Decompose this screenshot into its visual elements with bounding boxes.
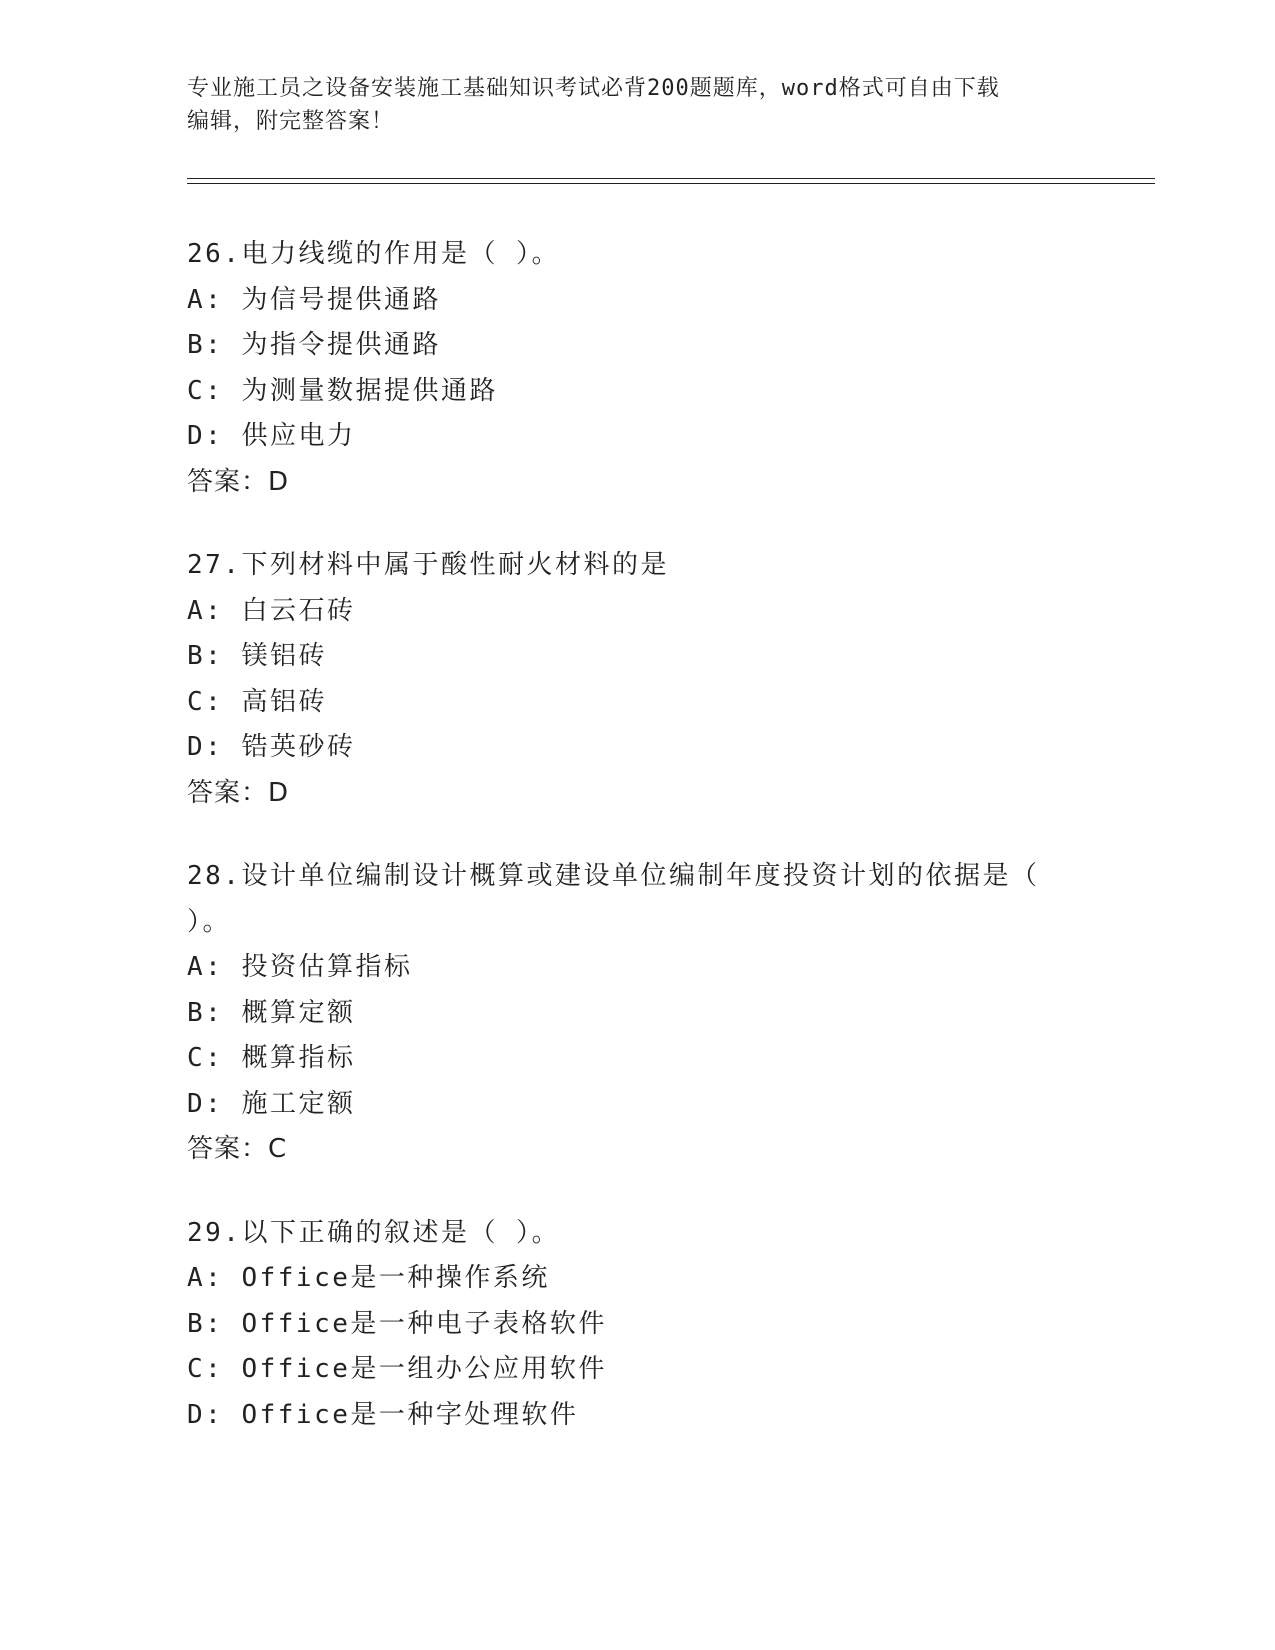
option-b: B: 为指令提供通路 [187, 330, 441, 360]
option-a: A: 为信号提供通路 [187, 284, 441, 315]
option-d: D: Office是一种字处理软件 [187, 1399, 579, 1430]
answer-label: 答案：D [187, 777, 290, 808]
option-a: A: 白云石砖 [187, 595, 356, 626]
question-26 [187, 232, 1087, 505]
answer-label: 答案：C [187, 1134, 288, 1164]
question-28 [187, 854, 1087, 1173]
header-title-line-1: 专业施工员之设备安装施工基础知识考试必背200题题库，word格式可自由下载 [187, 76, 1000, 101]
option-d: D: 供应电力 [187, 421, 356, 451]
option-d: D: 锆英砂砖 [187, 732, 356, 762]
option-c: C: 概算指标 [187, 1043, 356, 1073]
question-29 [187, 1211, 1087, 1439]
question-stem: 26.电力线缆的作用是（ ）。 [187, 239, 561, 269]
document-header [187, 72, 1067, 138]
question-stem: 27.下列材料中属于酸性耐火材料的是 [187, 550, 669, 580]
option-b: B: 镁铝砖 [187, 641, 327, 671]
option-d: D: 施工定额 [187, 1088, 356, 1119]
header-divider-bottom [187, 183, 1155, 184]
question-list [187, 232, 1087, 1476]
header-divider-top [187, 178, 1155, 179]
header-title-line-2: 编辑，附完整答案！ [187, 109, 395, 134]
option-c: C: 为测量数据提供通路 [187, 375, 498, 406]
question-stem-continued: ）。 [187, 906, 232, 937]
answer-label: 答案：D [187, 466, 290, 497]
question-stem: 28.设计单位编制设计概算或建设单位编制年度投资计划的依据是（ [187, 861, 1040, 891]
option-a: A: Office是一种操作系统 [187, 1263, 550, 1293]
option-b: B: 概算定额 [187, 997, 356, 1028]
question-stem: 29.以下正确的叙述是（ ）。 [187, 1217, 561, 1248]
option-a: A: 投资估算指标 [187, 952, 413, 982]
option-c: C: Office是一组办公应用软件 [187, 1354, 607, 1384]
question-27 [187, 543, 1087, 816]
option-c: C: 高铝砖 [187, 686, 327, 717]
option-b: B: Office是一种电子表格软件 [187, 1308, 607, 1339]
